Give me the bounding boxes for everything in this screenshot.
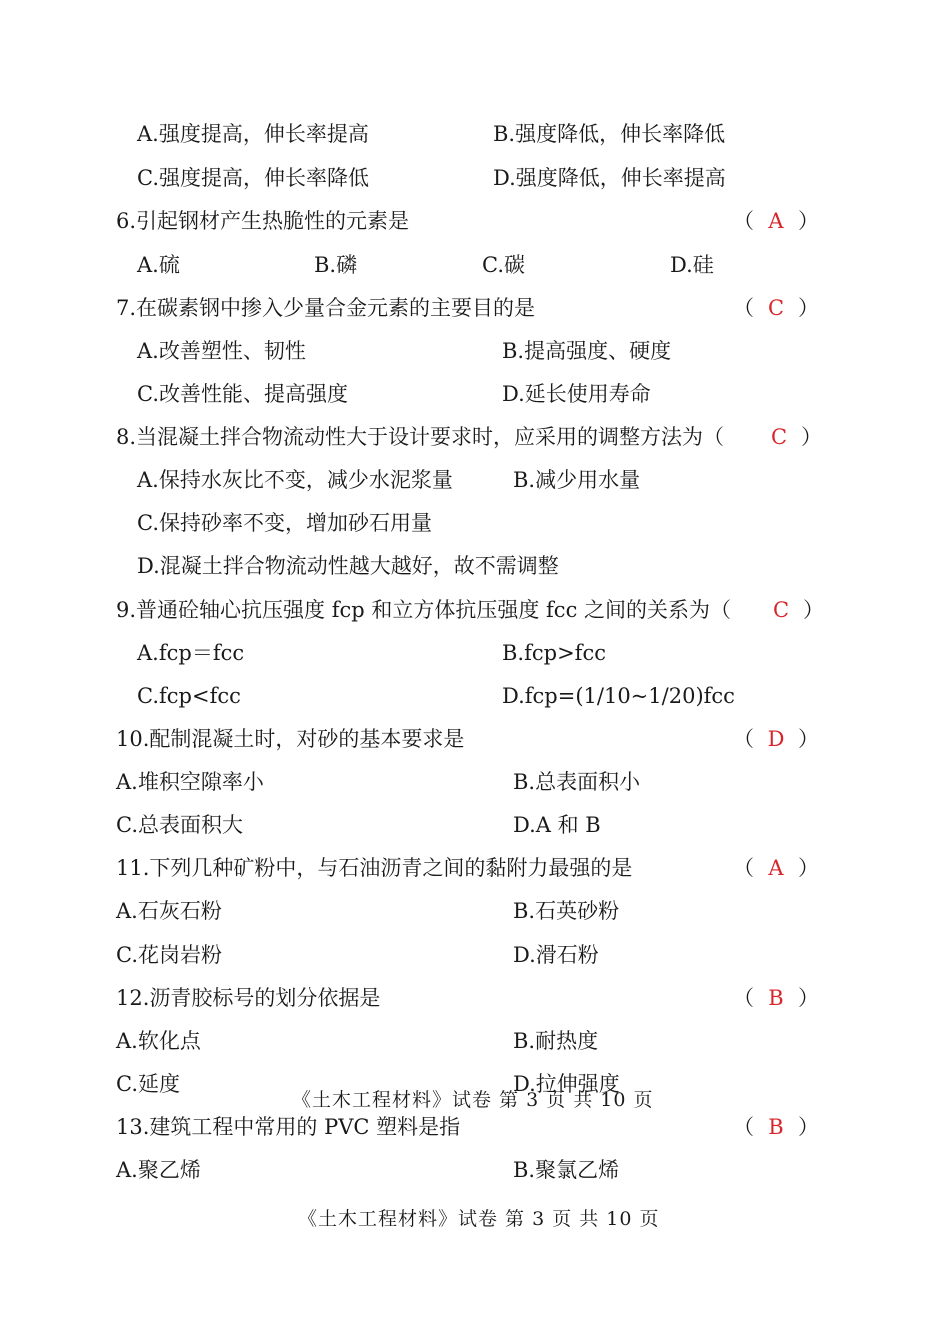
q8-stem: 8.当混凝土拌合物流动性大于设计要求时，应采用的调整方法为（ bbox=[116, 425, 725, 449]
q5-option-b: B.强度降低，伸长率降低 bbox=[493, 122, 726, 146]
q9-answer-letter: C bbox=[772, 598, 790, 622]
q6-option-c: C.碳 bbox=[482, 253, 525, 277]
q10-option-d: D.A 和 B bbox=[513, 813, 601, 837]
paren-close: ） bbox=[798, 986, 819, 1010]
q10-stem: 10.配制混凝土时，对砂的基本要求是 bbox=[116, 727, 465, 751]
q8-option-b: B.减少用水量 bbox=[513, 468, 641, 492]
q11-option-d: D.滑石粉 bbox=[513, 943, 599, 967]
q7-option-a: A.改善塑性、韧性 bbox=[137, 339, 306, 363]
q9-option-c: C.fcp<fcc bbox=[137, 684, 241, 708]
paren-open: （ bbox=[733, 209, 754, 233]
paren-open: （ bbox=[733, 727, 754, 751]
paren-close: ） bbox=[798, 1115, 819, 1139]
q13-option-b: B.聚氯乙烯 bbox=[513, 1158, 620, 1182]
q6-answer-letter: A bbox=[768, 209, 784, 233]
paren-open: （ bbox=[733, 1115, 754, 1139]
q11-answer-letter: A bbox=[768, 856, 784, 880]
q9-stem: 9.普通砼轴心抗压强度 fcp 和立方体抗压强度 fcc 之间的关系为（ bbox=[116, 598, 732, 622]
paren-close: ） bbox=[803, 598, 824, 622]
paren-open: （ bbox=[733, 856, 754, 880]
q8-answer-letter: C bbox=[770, 425, 788, 449]
q9-option-b: B.fcp>fcc bbox=[502, 641, 606, 665]
paren-close: ） bbox=[798, 856, 819, 880]
q10-answer bbox=[733, 725, 819, 753]
q11-option-c: C.花岗岩粉 bbox=[116, 943, 222, 967]
paren-open: （ bbox=[733, 986, 754, 1010]
page-footer: 《土木工程材料》试卷 第 3 页 共 10 页 bbox=[298, 1208, 660, 1230]
q7-option-d: D.延长使用寿命 bbox=[502, 382, 651, 406]
q11-stem: 11.下列几种矿粉中，与石油沥青之间的黏附力最强的是 bbox=[116, 856, 633, 880]
q12-answer-letter: B bbox=[768, 986, 784, 1010]
q5-option-d: D.强度降低，伸长率提高 bbox=[493, 166, 726, 190]
q9-answer bbox=[759, 596, 824, 624]
q10-option-c: C.总表面积大 bbox=[116, 813, 243, 837]
q13-stem: 13.建筑工程中常用的 PVC 塑料是指 bbox=[116, 1115, 461, 1139]
paren-close: ） bbox=[798, 209, 819, 233]
q13-option-a: A.聚乙烯 bbox=[116, 1158, 201, 1182]
q5-option-c: C.强度提高，伸长率降低 bbox=[137, 166, 369, 190]
page-footer-overlay: 《土木工程材料》试卷 第 3 页 共 10 页 bbox=[292, 1089, 654, 1111]
q6-answer bbox=[733, 207, 819, 235]
q11-answer bbox=[733, 854, 819, 882]
q7-answer-letter: C bbox=[767, 296, 785, 320]
q9-option-d: D.fcp=(1/10~1/20)fcc bbox=[502, 684, 735, 708]
q7-stem: 7.在碳素钢中掺入少量合金元素的主要目的是 bbox=[116, 296, 536, 320]
q13-answer-letter: B bbox=[768, 1115, 784, 1139]
q10-answer-letter: D bbox=[767, 727, 785, 751]
q12-option-b: B.耐热度 bbox=[513, 1029, 599, 1053]
q10-option-a: A.堆积空隙率小 bbox=[116, 770, 264, 794]
q11-option-b: B.石英砂粉 bbox=[513, 899, 620, 923]
q7-answer bbox=[733, 294, 819, 322]
q12-option-c: C.延度 bbox=[116, 1072, 180, 1096]
paren-close: ） bbox=[798, 296, 819, 320]
q12-option-d: D.拉伸强度 bbox=[513, 1072, 620, 1096]
q13-answer bbox=[733, 1113, 819, 1141]
q8-option-d: D.混凝土拌合物流动性越大越好，故不需调整 bbox=[137, 554, 559, 578]
q6-stem: 6.引起钢材产生热脆性的元素是 bbox=[116, 209, 410, 233]
paren-open: （ bbox=[733, 296, 754, 320]
paren-close: ） bbox=[801, 425, 822, 449]
q11-option-a: A.石灰石粉 bbox=[116, 899, 222, 923]
q6-option-b: B.磷 bbox=[314, 253, 358, 277]
q9-option-a: A.fcp＝fcc bbox=[137, 641, 245, 665]
q12-answer bbox=[733, 984, 819, 1012]
q10-option-b: B.总表面积小 bbox=[513, 770, 641, 794]
q6-option-a: A.硫 bbox=[137, 253, 180, 277]
q7-option-b: B.提高强度、硬度 bbox=[502, 339, 672, 363]
q12-option-a: A.软化点 bbox=[116, 1029, 201, 1053]
paren-close: ） bbox=[798, 727, 819, 751]
q12-stem: 12.沥青胶标号的划分依据是 bbox=[116, 986, 381, 1010]
q8-option-a: A.保持水灰比不变，减少水泥浆量 bbox=[137, 468, 453, 492]
q8-answer bbox=[757, 423, 822, 451]
q7-option-c: C.改善性能、提高强度 bbox=[137, 382, 348, 406]
q8-option-c: C.保持砂率不变，增加砂石用量 bbox=[137, 511, 432, 535]
q6-option-d: D.硅 bbox=[670, 253, 714, 277]
q5-option-a: A.强度提高，伸长率提高 bbox=[137, 122, 369, 146]
